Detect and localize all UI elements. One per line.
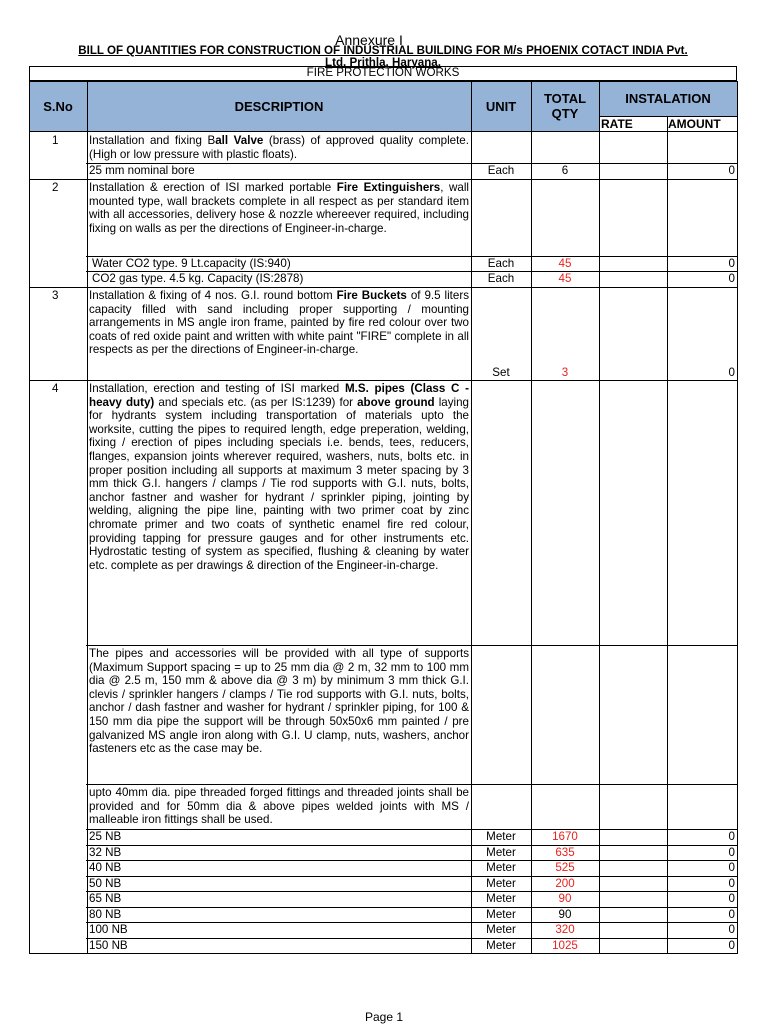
item-2-sno: 2: [52, 181, 59, 194]
merge-cover: [30, 783, 86, 786]
table-cell-rate: [599, 938, 668, 955]
table-cell-rate: [599, 891, 668, 908]
pipe-unit: Meter: [486, 876, 516, 890]
page-number: Page 1: [364, 1010, 404, 1024]
table-cell-rate: [599, 829, 668, 846]
col-header-installation: INSTALATION: [625, 91, 711, 106]
table-cell-rate: [599, 179, 668, 257]
item-1-unit: Each: [487, 164, 515, 177]
pipe-unit: Meter: [486, 845, 516, 859]
pipe-qty: 320: [555, 923, 575, 936]
table-cell: [29, 131, 88, 164]
section-title: FIRE PROTECTION WORKS: [306, 66, 460, 79]
col-header-amount: AMOUNT: [668, 117, 721, 131]
table-cell: [87, 860, 472, 877]
table-cell-rate: [599, 784, 668, 830]
pipe-unit: Meter: [486, 923, 516, 936]
pipe-qty: 200: [555, 876, 575, 890]
item-4-support-note: The pipes and accessories will be provided with all type of supports (Maximum Support spacing = up to 25 mm dia @ 2 m, 32 mm to 100 mm dia @ 2.5 m, 150 mm & above dia @ 3 m) by minimum 3 mm thick G.I. clevis / sprinkler hangers / clamps / Tie rod supports with G.I. nuts, bolts, anchor / dash fastner and washer for hydrant / sprinkler piping, for 100 & 150 mm dia pipe the support will be through 50x50x6 mm painted / pre galvanized MS angle iron along with G.I. U clamp, nuts, washers, anchor fasteners etc as the case may be.: [89, 647, 469, 756]
pipe-qty: 90: [558, 907, 572, 921]
table-cell: [87, 907, 472, 924]
table-cell: [87, 891, 472, 908]
col-header-rate: RATE: [601, 117, 633, 131]
table-cell: [531, 380, 600, 646]
pipe-size-label: 80 NB: [89, 907, 122, 921]
merge-cover: [30, 162, 86, 165]
table-cell: [531, 784, 600, 830]
table-cell-rate: [599, 380, 668, 646]
table-cell: [531, 645, 600, 785]
item-3-unit: Set: [492, 366, 510, 379]
pipe-qty: 525: [555, 861, 575, 874]
item-1-qty: 6: [561, 164, 569, 177]
merge-cover: [30, 644, 86, 647]
pipe-unit: Meter: [486, 938, 516, 952]
pipe-amount: 0: [728, 892, 735, 905]
pipe-qty: 1670: [552, 830, 578, 843]
document-title-line1: BILL OF QUANTITIES FOR CONSTRUCTION OF INDUSTRIAL BUILDING FOR M/s PHOENIX COTACT INDIA Pvt.: [78, 44, 688, 57]
col-header-unit: UNIT: [485, 99, 517, 114]
table-cell: [471, 380, 532, 646]
table-cell: [29, 938, 88, 955]
item-3-qty: 3: [561, 366, 569, 379]
table-cell: [471, 131, 532, 164]
merge-cover: [30, 921, 86, 924]
merge-cover: [30, 828, 86, 831]
pipe-size-label: 40 NB: [89, 861, 122, 874]
item-2-sub1-label: Water CO2 type. 9 Lt.capacity (IS:940): [92, 257, 291, 270]
table-cell: [87, 829, 472, 846]
table-cell-rate: [599, 287, 668, 381]
table-cell-rate: [599, 922, 668, 939]
merge-cover: [30, 890, 86, 893]
item-2-sub2-amount: 0: [728, 272, 735, 285]
table-cell: [29, 179, 88, 257]
table-cell-rate: [599, 163, 668, 180]
col-header-description: DESCRIPTION: [234, 99, 324, 114]
item-4-sno: 4: [52, 382, 59, 395]
document-title-line2: Ltd. Prithla, Haryana.: [325, 56, 441, 69]
merge-cover: [30, 255, 86, 258]
table-cell: [471, 784, 532, 830]
merge-cover: [30, 270, 86, 273]
table-cell: [29, 784, 88, 830]
pipe-amount: 0: [728, 938, 735, 952]
pipe-amount: 0: [728, 876, 735, 890]
table-cell: [87, 876, 472, 893]
pipe-size-label: 65 NB: [89, 892, 122, 905]
table-cell: [471, 179, 532, 257]
item-4-fittings-note: upto 40mm dia. pipe threaded forged fittings and threaded joints shall be provided and for 50mm dia & above pipes welded joints with MS / malleable iron fittings shall be used.: [89, 786, 469, 827]
merge-cover: [30, 906, 86, 909]
table-cell-rate: [599, 907, 668, 924]
table-cell: [29, 645, 88, 785]
table-cell: [29, 380, 88, 646]
pipe-size-label: 50 NB: [89, 876, 122, 890]
item-1-sub-label: 25 mm nominal bore: [89, 164, 195, 177]
pipe-qty: 1025: [552, 938, 578, 952]
item-2-sub2-unit: Each: [487, 272, 515, 285]
merge-cover: [30, 937, 86, 940]
table-cell-amount: [667, 645, 738, 785]
col-header-qty: QTY: [551, 106, 579, 121]
item-1-amount: 0: [728, 164, 735, 177]
pipe-unit: Meter: [486, 830, 516, 843]
item-2-sub1-amount: 0: [728, 257, 735, 270]
col-header-sno: S.No: [43, 99, 73, 114]
table-cell-rate: [599, 845, 668, 862]
item-2-description: Installation & erection of ISI marked portable Fire Extinguishers, wall mounted type, wall brackets complete in all respect as per standard item with all accessories, delivery hose & nozzle whereever required, including fixing on walls as per the directions of Engineer-in-charge.: [89, 181, 470, 235]
table-cell: [531, 131, 600, 164]
item-3-amount: 0: [728, 366, 735, 379]
item-1-description: Installation and fixing Ball Valve (brass) of approved quality complete. (High or low pressure with plastic floats).: [89, 134, 469, 161]
table-cell: [29, 287, 88, 381]
table-cell-rate: [599, 876, 668, 893]
table-cell: [87, 845, 472, 862]
item-2-sub2-label: CO2 gas type. 4.5 kg. Capacity (IS:2878): [92, 272, 304, 285]
table-cell: [471, 645, 532, 785]
table-cell-amount: [667, 131, 738, 164]
table-cell: [29, 271, 88, 288]
table-cell-rate: [599, 860, 668, 877]
pipe-size-label: 25 NB: [89, 830, 122, 843]
item-2-sub1-unit: Each: [487, 257, 515, 270]
item-3-sno: 3: [52, 289, 59, 302]
pipe-amount: 0: [728, 861, 735, 874]
pipe-amount: 0: [728, 923, 735, 936]
pipe-qty: 635: [555, 845, 575, 859]
merge-cover: [30, 859, 86, 862]
annexure-title: Annexure I: [335, 32, 403, 48]
item-2-sub1-qty: 45: [558, 257, 572, 270]
pipe-amount: 0: [728, 845, 735, 859]
pipe-unit: Meter: [486, 892, 516, 905]
table-cell: [87, 922, 472, 939]
col-header-total: TOTAL: [543, 91, 587, 106]
table-cell-rate: [599, 131, 668, 164]
pipe-unit: Meter: [486, 861, 516, 874]
item-2-sub2-qty: 45: [558, 272, 572, 285]
merge-cover: [30, 844, 86, 847]
table-cell-amount: [667, 179, 738, 257]
table-cell-amount: [667, 784, 738, 830]
pipe-amount: 0: [728, 830, 735, 843]
item-1-sno: 1: [52, 134, 59, 147]
table-cell-rate: [599, 256, 668, 272]
table-cell-amount: [667, 380, 738, 646]
pipe-unit: Meter: [486, 907, 516, 921]
table-cell-rate: [599, 645, 668, 785]
item-4-description: Installation, erection and testing of ISI marked M.S. pipes (Class C - heavy duty) and specials etc. (as per IS:1239) for above ground laying for hydrants system including transportation of materials upto the worksite, cutting the pipes to required length, edge preperation, welding, fixing / erection of pipes including specials i.e. bends, tees, reducers, flanges, expansion joints wherever required, washers, nuts, bolts etc. in proper position including all supports at maximum 3 meter spacing by 3 mm thick G.I. hangers / clamps / Tie rod supports with G.I. nuts, bolts, anchor fastner and washer for hydrant / sprinkler piping, jointing by welding, aligning the pipe line, painting with two primer coat by zinc chromate primer and two coats of synthetic enamel fire red colour, providing tapping for pressure gauges and for other instruments etc. Hydrostatic testing of system as specified, flushing & cleaning by water etc. complete as per drawings & direction of the Engineer-in-charge.: [89, 382, 470, 572]
pipe-size-label: 150 NB: [89, 938, 128, 952]
pipe-size-label: 32 NB: [89, 845, 122, 859]
table-cell-rate: [599, 271, 668, 288]
table-cell: [531, 179, 600, 257]
pipe-size-label: 100 NB: [89, 923, 128, 936]
merge-cover: [30, 875, 86, 878]
item-3-description: Installation & fixing of 4 nos. G.I. round bottom Fire Buckets of 9.5 liters capacity filled with sand including proper supporting / mounting arrangements in MS angle iron frame, painted by fire red colour over two coats of red oxide paint and written with white paint "FIRE" complete in all respects as per the directions of Engineer-in-charge.: [89, 289, 469, 357]
table-cell: [87, 938, 472, 955]
pipe-qty: 90: [558, 892, 572, 905]
pipe-amount: 0: [728, 907, 735, 921]
table-cell: [29, 163, 88, 180]
